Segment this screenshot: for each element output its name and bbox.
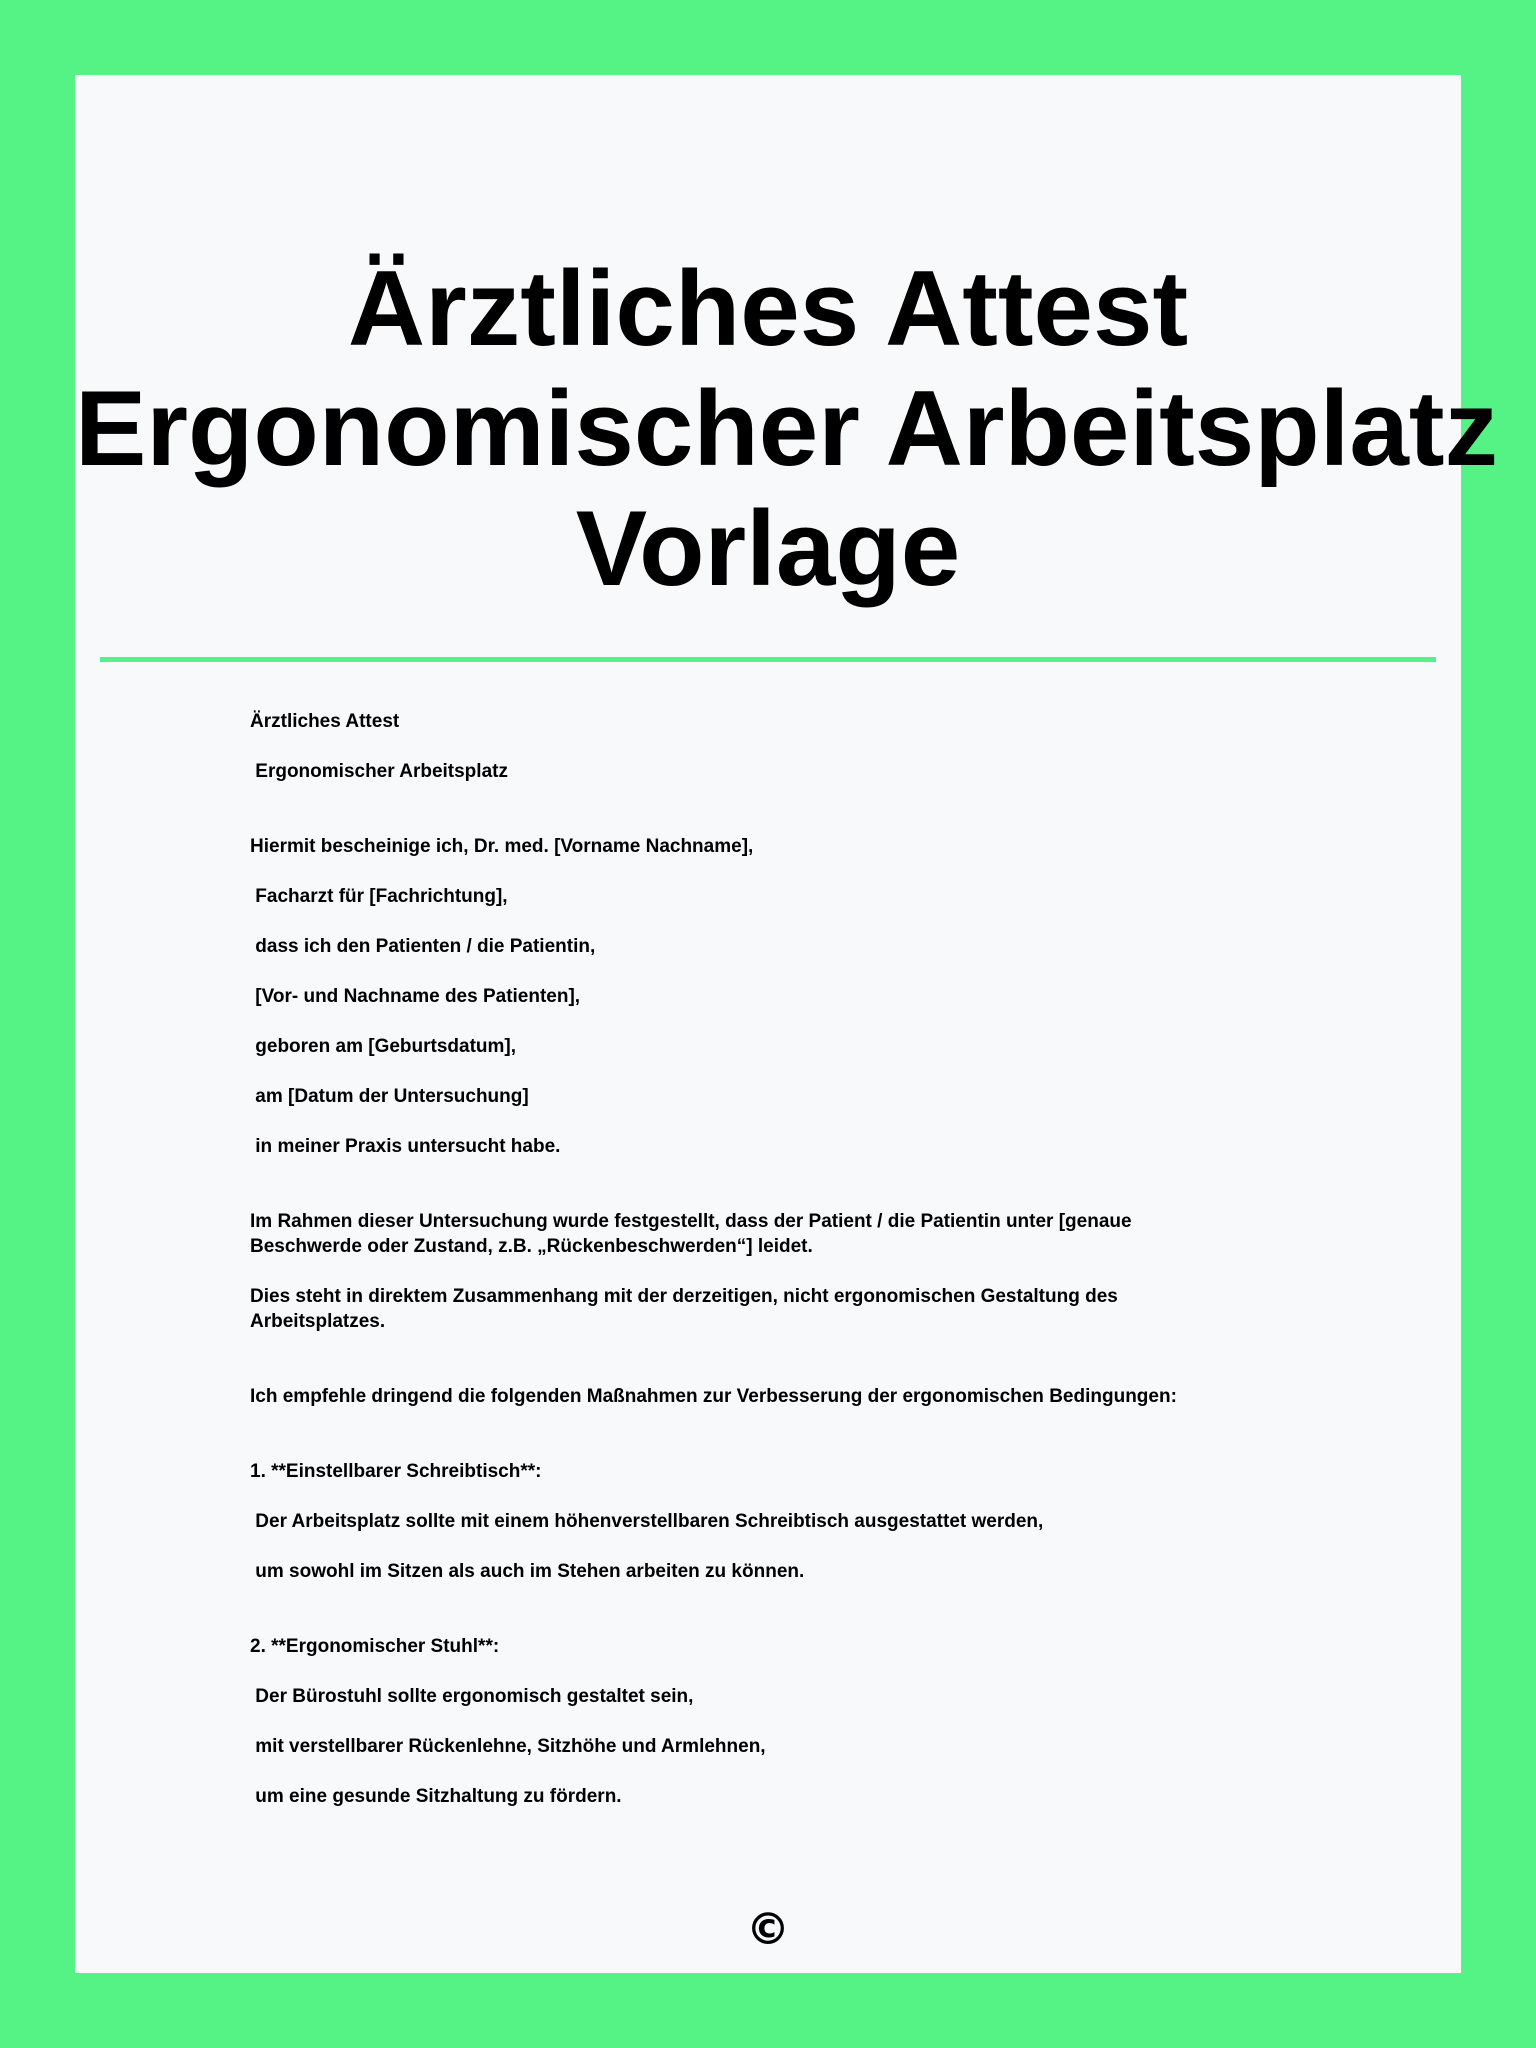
title-line-1: Ärztliches Attest [347,248,1189,368]
paragraph-3-line-1: Dies steht in direktem Zusammenhang mit der derzeitigen, nicht ergonomischen Gestaltung des [250,1286,1118,1307]
paragraph-1-line-1: Hiermit bescheinige ich, Dr. med. [Vorname Nachname], [250,836,754,857]
list-item-2-title: 2. **Ergonomischer Stuhl**: [250,1636,500,1657]
title-line-3: Vorlage [575,488,961,608]
list-item-1-line-1: Der Arbeitsplatz sollte mit einem höhenverstellbaren Schreibtisch ausgestattet werden, [250,1511,1044,1532]
list-item-2-line-3: um eine gesunde Sitzhaltung zu fördern. [250,1786,622,1807]
list-item-1-title: 1. **Einstellbarer Schreibtisch**: [250,1461,542,1482]
title-divider [100,657,1436,662]
paragraph-1-line-3: dass ich den Patienten / die Patientin, [250,936,596,957]
title-line-2: Ergonomischer Arbeitsplatz [75,368,1498,488]
paragraph-2-line-2: Beschwerde oder Zustand, z.B. „Rückenbeschwerden“] leidet. [250,1236,813,1257]
paragraph-2-line-1: Im Rahmen dieser Untersuchung wurde festgestellt, dass der Patient / die Patientin unter [genaue [250,1211,1132,1232]
paragraph-1-line-4: [Vor- und Nachname des Patienten], [250,986,581,1007]
list-item-1-line-2: um sowohl im Sitzen als auch im Stehen arbeiten zu können. [250,1561,805,1582]
body-heading-1: Ärztliches Attest [250,711,400,732]
paragraph-3-line-2: Arbeitsplatzes. [250,1311,386,1332]
paragraph-4: Ich empfehle dringend die folgenden Maßnahmen zur Verbesserung der ergonomischen Bedingungen: [250,1386,1177,1407]
paragraph-1-line-5: geboren am [Geburtsdatum], [250,1036,517,1057]
list-item-2-line-2: mit verstellbarer Rückenlehne, Sitzhöhe und Armlehnen, [250,1736,766,1757]
paragraph-1-line-7: in meiner Praxis untersucht habe. [250,1136,561,1157]
body-heading-2: Ergonomischer Arbeitsplatz [250,761,508,782]
copyright-symbol: © [746,1904,790,1955]
document-page [75,75,1498,1973]
page-title [75,248,1498,608]
list-item-2-line-1: Der Bürostuhl sollte ergonomisch gestaltet sein, [250,1686,694,1707]
paragraph-1-line-6: am [Datum der Untersuchung] [250,1086,529,1107]
paragraph-1-line-2: Facharzt für [Fachrichtung], [250,886,508,907]
